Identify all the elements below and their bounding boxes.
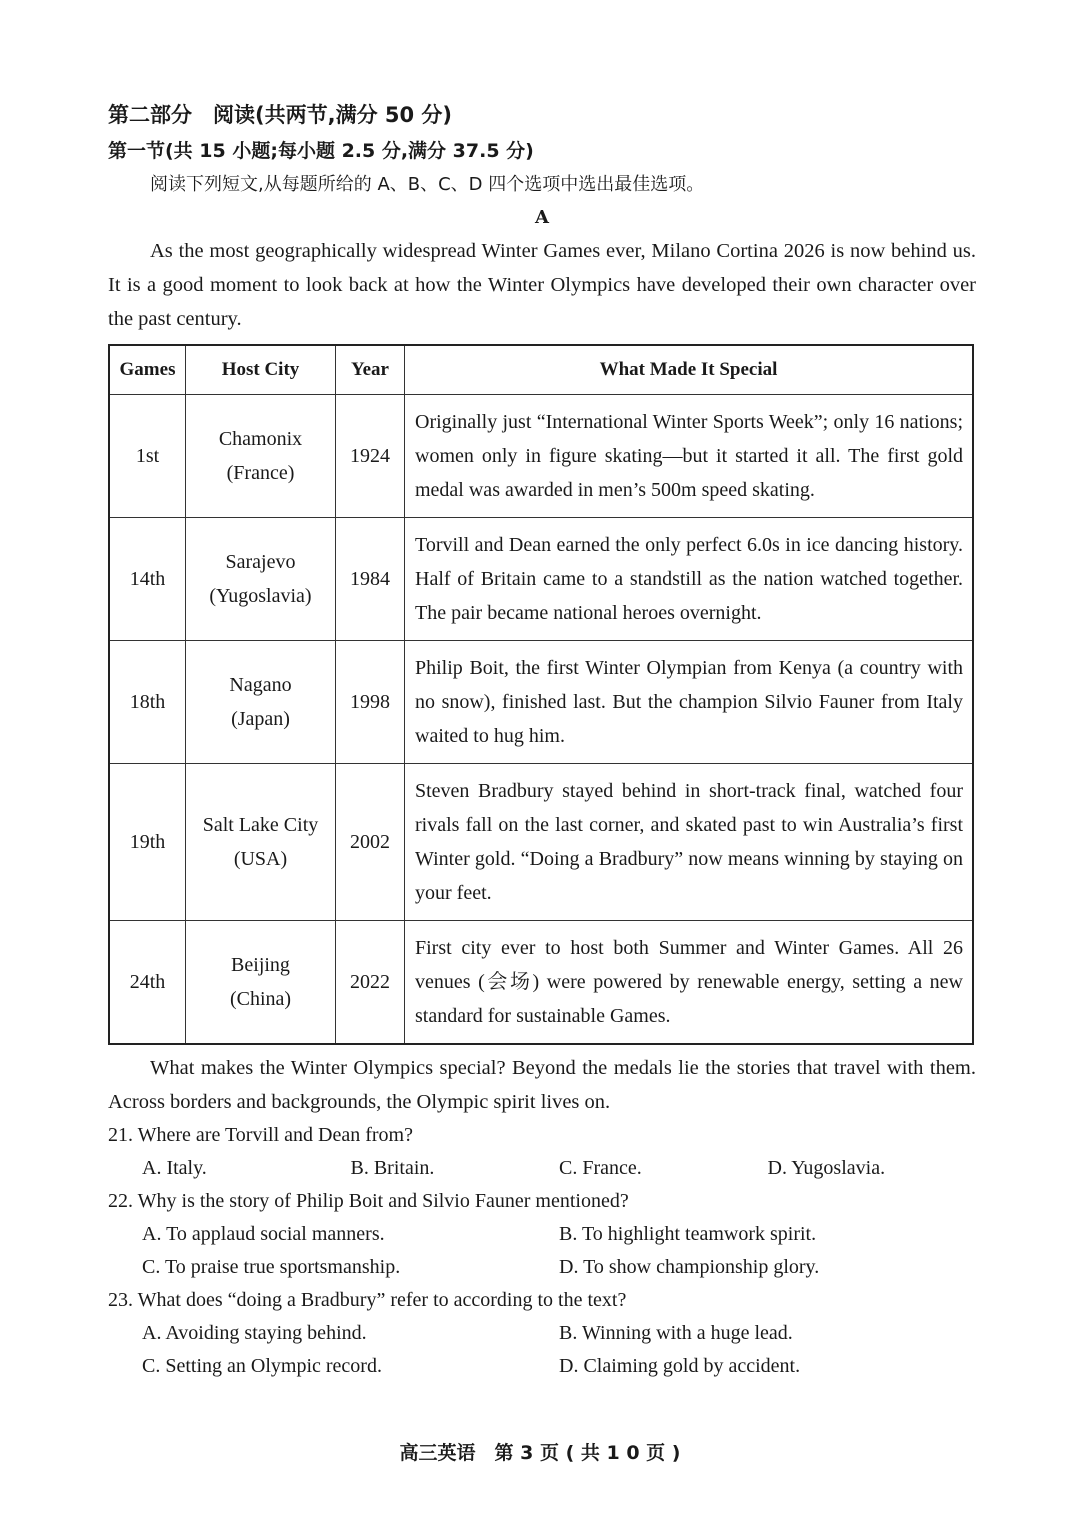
option-c: C. Setting an Olympic record. — [142, 1355, 382, 1377]
city-name: Sarajevo — [225, 551, 296, 573]
host-city-cell — [186, 921, 336, 1045]
option-a: A. To applaud social manners. — [142, 1223, 385, 1245]
option-d: D. Yugoslavia. — [767, 1157, 886, 1179]
page-footer: 高三英语 第 3 页 ( 共 1 0 页 ) — [399, 1442, 681, 1464]
table-row — [109, 395, 973, 518]
country-name: (China) — [229, 988, 292, 1010]
games-cell: 1st — [109, 395, 186, 518]
games-cell: 18th — [109, 641, 186, 764]
question-stem: 22. Why is the story of Philip Boit and Silvio Fauner mentioned? — [108, 1190, 629, 1212]
year-cell: 1924 — [336, 395, 405, 518]
country-name: (Japan) — [231, 708, 290, 730]
option-c: C. France. — [559, 1157, 642, 1179]
question-21 — [108, 1119, 976, 1185]
year-cell: 1984 — [336, 518, 405, 641]
option-a: A. Avoiding staying behind. — [142, 1322, 367, 1344]
special-cell: Originally just “International Winter Sports Week”; only 16 nations; women only in figure skating—but it started it all. The first gold medal was awarded in men’s 500m speed skating. — [405, 395, 974, 518]
special-cell: First city ever to host both Summer and Winter Games. All 26 venues (会场) were powered by renewable energy, setting a new standard for sustainable Games. — [405, 921, 974, 1045]
host-city-cell — [186, 764, 336, 921]
table-row — [109, 518, 973, 641]
header-year: Year — [336, 345, 405, 395]
option-d: D. Claiming gold by accident. — [559, 1355, 801, 1377]
host-city-cell — [186, 395, 336, 518]
host-city-cell — [186, 641, 336, 764]
country-name: (France) — [226, 462, 295, 484]
games-cell: 14th — [109, 518, 186, 641]
options — [108, 1218, 976, 1284]
intro-paragraph: As the most geographically widespread Winter Games ever, Milano Cortina 2026 is now behind us. It is a good moment to look back at how the Winter Olympics have developed their own character over the past century. — [108, 240, 976, 330]
special-cell: Philip Boit, the first Winter Olympian from Kenya (a country with no snow), finished last. But the champion Silvio Fauner from Italy waited to hug him. — [405, 641, 974, 764]
city-name: Salt Lake City — [202, 814, 319, 836]
country-name: (Yugoslavia) — [209, 585, 312, 607]
header-host-city: Host City — [186, 345, 336, 395]
option-b: B. Winning with a huge lead. — [559, 1322, 793, 1344]
special-cell: Steven Bradbury stayed behind in short-track final, watched four rivals fall on the last corner, and skated past to win Australia’s first Winter gold. “Doing a Bradbury” now means winning by staying on your feet. — [405, 764, 974, 921]
year-cell: 2002 — [336, 764, 405, 921]
games-cell: 19th — [109, 764, 186, 921]
year-cell: 1998 — [336, 641, 405, 764]
option-c: C. To praise true sportsmanship. — [142, 1256, 401, 1278]
games-cell: 24th — [109, 921, 186, 1045]
passage-label: A — [535, 207, 549, 228]
instruction: 阅读下列短文,从每题所给的 A、B、C、D 四个选项中选出最佳选项。 — [150, 174, 705, 195]
option-a: A. Italy. — [142, 1157, 207, 1179]
exam-page — [108, 96, 976, 1383]
table-row — [109, 921, 973, 1045]
options — [108, 1317, 976, 1383]
city-name: Beijing — [231, 954, 290, 976]
option-b: B. To highlight teamwork spirit. — [559, 1223, 817, 1245]
city-name: Nagano — [229, 674, 292, 696]
header-games: Games — [109, 345, 186, 395]
special-cell: Torvill and Dean earned the only perfect 6.0s in ice dancing history. Half of Britain came to a standstill as the nation watched together. The pair became national heroes overnight. — [405, 518, 974, 641]
question-stem: 21. Where are Torvill and Dean from? — [108, 1124, 413, 1146]
part-heading: 第二部分 阅读(共两节,满分 50 分) — [108, 103, 453, 127]
country-name: (USA) — [233, 848, 288, 870]
winter-games-table — [108, 344, 974, 1045]
option-d: D. To show championship glory. — [559, 1256, 820, 1278]
question-22 — [108, 1185, 976, 1284]
option-b: B. Britain. — [350, 1157, 435, 1179]
header-special: What Made It Special — [405, 345, 974, 395]
table-row — [109, 641, 973, 764]
host-city-cell — [186, 518, 336, 641]
city-name: Chamonix — [218, 428, 303, 450]
options — [108, 1152, 976, 1185]
year-cell: 2022 — [336, 921, 405, 1045]
closing-paragraph: What makes the Winter Olympics special? Beyond the medals lie the stories that travel with them. Across borders and backgrounds, the Olympic spirit lives on. — [108, 1057, 976, 1113]
question-23 — [108, 1284, 976, 1383]
section-heading: 第一节(共 15 小题;每小题 2.5 分,满分 37.5 分) — [108, 140, 534, 162]
table-row — [109, 764, 973, 921]
table-header-row — [109, 345, 973, 395]
question-stem: 23. What does “doing a Bradbury” refer to according to the text? — [108, 1289, 627, 1311]
